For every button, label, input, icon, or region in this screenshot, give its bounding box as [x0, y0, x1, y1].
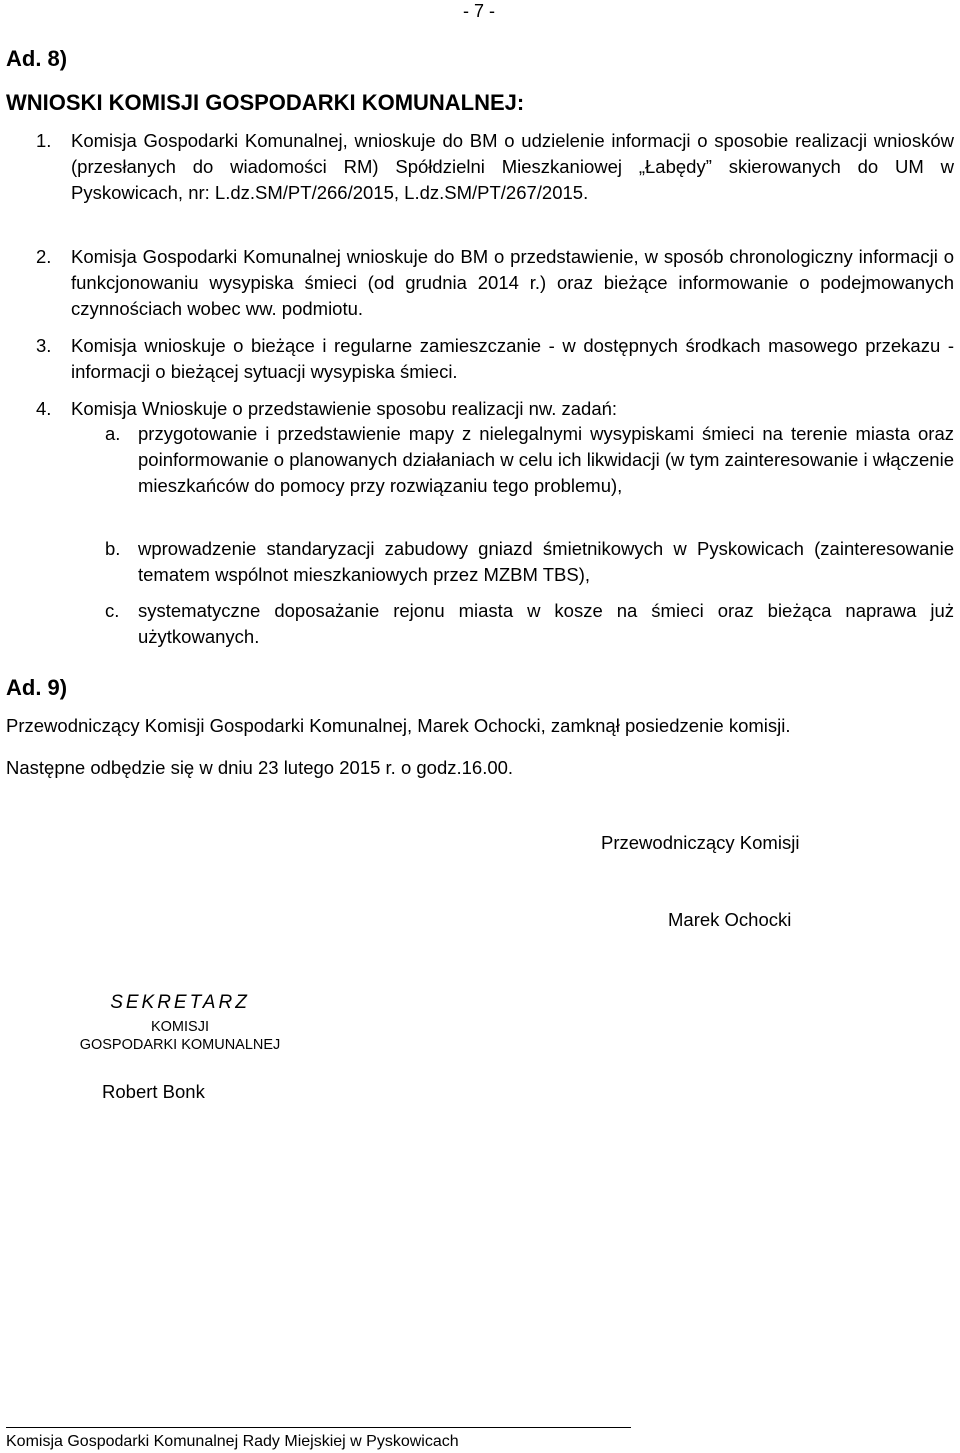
subitem-letter: b.: [105, 538, 121, 559]
secretary-title: SEKRETARZ: [110, 992, 250, 1013]
footer-divider: [6, 1427, 631, 1428]
subitem-b: [105, 536, 954, 588]
closing-statement: Przewodniczący Komisji Gospodarki Komunalnej, Marek Ochocki, zamknął posiedzenie komisji.: [6, 715, 791, 736]
subitem-letter: a.: [105, 423, 121, 444]
conclusions-title: WNIOSKI KOMISJI GOSPODARKI KOMUNALNEJ:: [6, 90, 525, 115]
item-number: 2.: [36, 246, 52, 267]
subitem-a: [105, 421, 954, 499]
item-text: Komisja Gospodarki Komunalnej, wnioskuje do BM o udzielenie informacji o sposobie realizacji wniosków (przesłanych do wiadomości RM) Spółdzielni Mieszkaniowej „Łabędy” skierowanych do UM w Pyskowicach, nr: L.dz.SM/PT/266/2015, L.dz.SM/PT/267/2015.: [71, 130, 954, 203]
subitem-letter: c.: [105, 600, 120, 621]
page-number: - 7 -: [463, 1, 496, 21]
subitem-c: [105, 598, 954, 650]
item-number: 3.: [36, 335, 52, 356]
conclusion-item-4: [36, 396, 954, 422]
chair-signature-name: Marek Ochocki: [668, 909, 792, 930]
secretary-committee-name: GOSPODARKI KOMUNALNEJ: [79, 1037, 281, 1053]
secretary-name: Robert Bonk: [102, 1081, 205, 1102]
conclusion-item-3: [36, 333, 954, 385]
section-heading-ad8: Ad. 8): [6, 46, 68, 71]
next-meeting-statement: Następne odbędzie się w dniu 23 lutego 2015 r. o godz.16.00.: [6, 757, 514, 778]
section-heading-ad9: Ad. 9): [6, 675, 68, 700]
secretary-committee: KOMISJI: [150, 1019, 209, 1035]
conclusion-item-2: [36, 244, 954, 322]
chair-signature-title: Przewodniczący Komisji: [601, 832, 800, 853]
subitem-text: wprowadzenie standaryzacji zabudowy gniazd śmietnikowych w Pyskowicach (zainteresowanie tematem wspólnot mieszkaniowych przez MZBM TBS),: [138, 538, 954, 585]
item-text: Komisja Gospodarki Komunalnej wnioskuje do BM o przedstawienie, w sposób chronologiczny informacji o funkcjonowaniu wysypiska śmieci (od grudnia 2014 r.) oraz bieżące informowanie o podejmowanych czynnościach wobec ww. podmiotu.: [71, 246, 954, 319]
footer-text: Komisja Gospodarki Komunalnej Rady Miejskiej w Pyskowicach: [6, 1433, 459, 1450]
item-number: 4.: [36, 398, 52, 419]
item-text: Komisja wnioskuje o bieżące i regularne zamieszczanie - w dostępnych środkach masowego przekazu - informacji o bieżącej sytuacji wysypiska śmieci.: [71, 335, 954, 382]
item-text: Komisja Wnioskuje o przedstawienie sposobu realizacji nw. zadań:: [71, 398, 618, 419]
subitem-text: systematyczne doposażanie rejonu miasta w kosze na śmieci oraz bieżąca naprawa już użytkowanych.: [138, 600, 954, 647]
conclusion-item-1: [36, 128, 954, 206]
subitem-text: przygotowanie i przedstawienie mapy z nielegalnymi wysypiskami śmieci na terenie miasta oraz poinformowanie o planowanych działaniach w celu ich likwidacji (w tym zainteresowanie i włączenie mieszkańców do pomocy przy rozwiązaniu tego problemu),: [138, 423, 954, 496]
item-number: 1.: [36, 130, 52, 151]
